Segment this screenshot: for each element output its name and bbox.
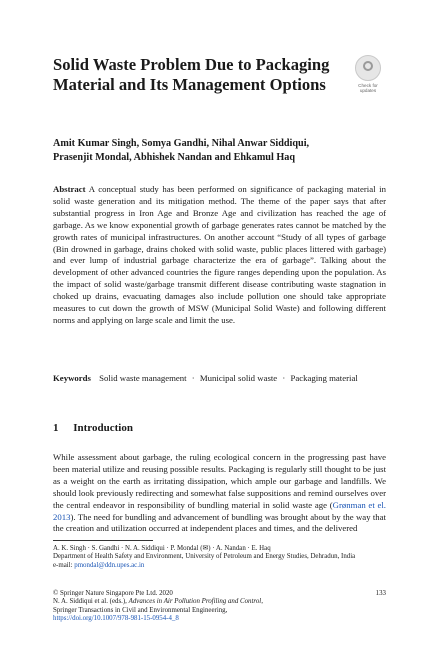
intro-text: ). The need for bundling and advancement of bundling was brought about by the way that the creation and utilization occurred at independent places and times, and the delivered xyxy=(53,511,386,534)
check-for-updates-badge[interactable] xyxy=(352,55,384,93)
author-footnote xyxy=(53,545,393,570)
author-line-1: Amit Kumar Singh, Somya Gandhi, Nihal Anwar Siddiqui, xyxy=(53,138,310,149)
footnote-email-line xyxy=(53,562,393,570)
page-number: 133 xyxy=(375,590,386,597)
doi-link[interactable]: https://doi.org/10.1007/978-981-15-0954-4_8 xyxy=(53,614,179,622)
keyword-item: Solid waste management xyxy=(99,373,187,383)
book-title: Advances in Air Pollution Profiling and Control xyxy=(128,598,262,606)
footnote-affiliation: Department of Health Safety and Environment, University of Petroleum and Energy Studies, Dehradun, India xyxy=(53,553,356,561)
keywords xyxy=(53,373,393,385)
section-title: Introduction xyxy=(73,422,133,434)
keyword-item: Packaging material xyxy=(290,373,358,383)
citation-link[interactable]: Grønman et el. 2013 xyxy=(53,499,386,522)
introduction-paragraph xyxy=(53,452,386,535)
check-for-updates-label: Check for updates xyxy=(358,83,378,93)
author-line-2: Prasenjit Mondal, Abhishek Nandan and Ehkamul Haq xyxy=(53,151,296,163)
abstract-heading: Abstract xyxy=(53,184,86,194)
keyword-separator: · xyxy=(191,373,195,383)
copyright-line: © Springer Nature Singapore Pte Ltd. 2020 xyxy=(53,590,173,597)
footnote-divider xyxy=(53,540,153,541)
book-series: Springer Transactions in Civil and Environmental Engineering, xyxy=(53,606,228,614)
abstract-text: A conceptual study has been performed on significance of packaging material in solid waste generation and its mitigation method. The theme of the paper says that after substantial progress in Iron Age and Bronze Age and civilization has reached the age of garbage. As we know exponential growth of garbage generates rates cannot be matched by the growth rates of municipal infrastructures. On another account “Study of all types of garbage (Bin drowned in garbage, drains choked with solid waste, public places littered with garbage) and ever lump of industrial garbage characterize the era of garbage”. Talking about the development of other advanced countries the figure ranges depending upon the population. As the impact of solid waste/garbage transmit different disease contributing waste stagnation in choked up drains, evacuating damages also include pollution one should take appropriate measures to cut down the growth of MSW (Municipal Solid Waste) and following different norms and applying on large scale and limit the use. xyxy=(53,184,386,325)
check-for-updates-icon xyxy=(355,55,381,81)
book-editors: N. A. Siddiqui et al. (eds.), xyxy=(53,598,127,606)
keyword-item: Municipal solid waste xyxy=(199,373,278,383)
footnote-authors: A. K. Singh · S. Gandhi · N. A. Siddiqui · P. Mondal (✉) · A. Nandan · E. Haq xyxy=(53,545,271,552)
email-label: e-mail: xyxy=(53,561,73,569)
book-citation: N. A. Siddiqui et al. (eds.), Advances in Air Pollution Profiling and Control, xyxy=(53,598,263,606)
section-heading xyxy=(53,422,133,434)
publication-info xyxy=(53,590,386,623)
email-link[interactable]: pmondal@ddn.upes.ac.in xyxy=(74,561,145,569)
keywords-heading: Keywords xyxy=(53,373,91,383)
abstract xyxy=(53,184,386,327)
intro-text: While assessment about garbage, the ruling ecological concern in the progressing past have been material utilize and reusing possible results. Packaging is regularly still thought to be just as a weight on the earth as irritating dissipation, which ample our garbage and landfills. We should look previously redirecting and somewhat false suppositions and remind ourselves over the central endeavor in responsibility of bundling material in solid waste age ( xyxy=(53,452,386,510)
author-list xyxy=(53,137,393,164)
section-number: 1 xyxy=(53,422,59,434)
paper-title: Solid Waste Problem Due to Packaging Material and Its Management Options xyxy=(53,55,330,94)
keyword-separator: · xyxy=(282,373,286,383)
